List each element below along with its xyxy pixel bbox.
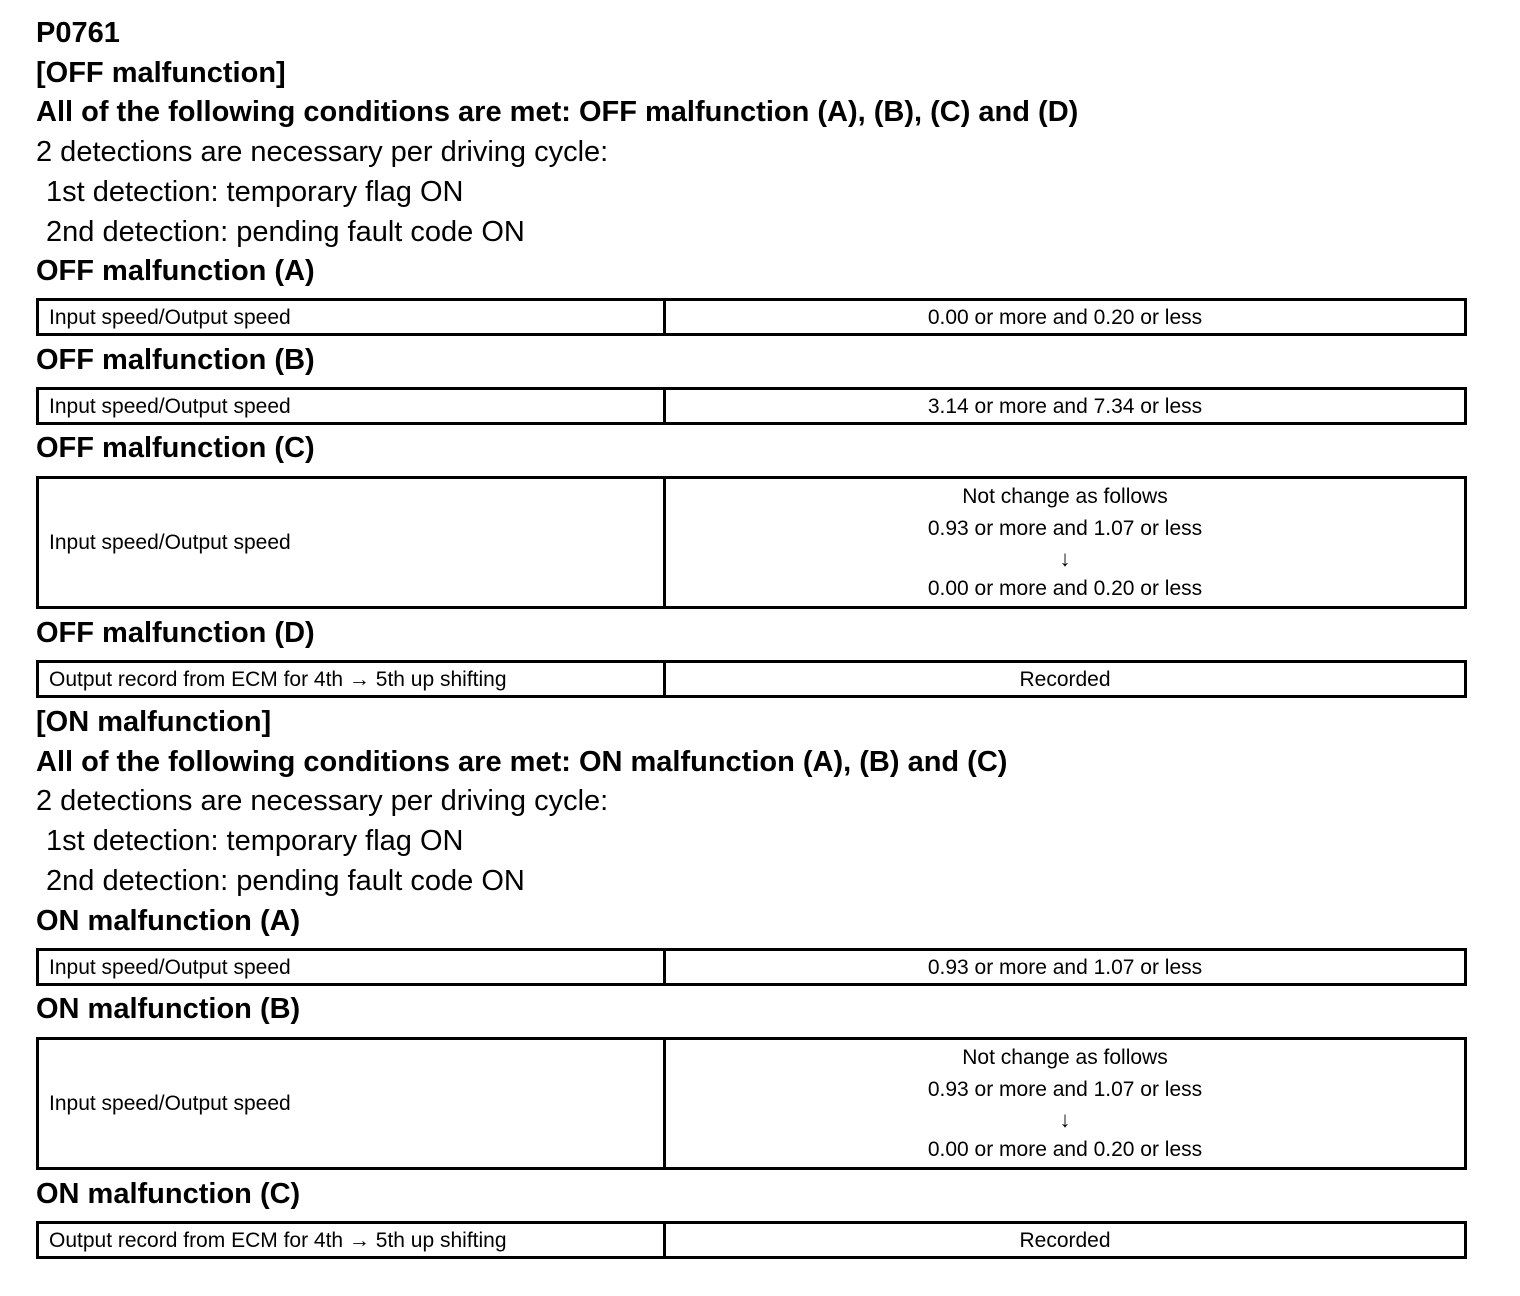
value-line: Not change as follows <box>962 1045 1168 1069</box>
off-c-table <box>36 476 1467 609</box>
off-b-table <box>36 387 1467 425</box>
on-first-detection: 1st detection: temporary flag ON <box>46 825 464 857</box>
param-cell: Input speed/Output speed <box>38 1039 665 1169</box>
value-cell: 3.14 or more and 7.34 or less <box>665 389 1466 424</box>
param-cell: Input speed/Output speed <box>38 478 665 608</box>
off-d-table <box>36 660 1467 698</box>
on-a-table <box>36 948 1467 986</box>
off-a-title: OFF malfunction (A) <box>36 255 315 287</box>
dtc-code: P0761 <box>36 17 120 49</box>
off-second-detection: 2nd detection: pending fault code ON <box>46 216 525 248</box>
on-detections-intro: 2 detections are necessary per driving cycle: <box>36 785 609 817</box>
on-b-title: ON malfunction (B) <box>36 993 301 1025</box>
off-first-detection: 1st detection: temporary flag ON <box>46 176 464 208</box>
off-b-title: OFF malfunction (B) <box>36 344 315 376</box>
table-row <box>38 300 1466 335</box>
param-cell: Output record from ECM for 4th → 5th up shifting <box>38 1223 665 1258</box>
value-cell <box>665 478 1466 608</box>
on-summary: All of the following conditions are met: ON malfunction (A), (B) and (C) <box>36 746 1008 778</box>
down-arrow-icon: ↓ <box>1059 545 1071 571</box>
table-row <box>38 662 1466 697</box>
value-line: 0.93 or more and 1.07 or less <box>927 516 1203 540</box>
value-line: 0.00 or more and 0.20 or less <box>927 1137 1203 1161</box>
table-row <box>38 478 1466 608</box>
param-cell: Input speed/Output speed <box>38 389 665 424</box>
value-cell: Recorded <box>665 1223 1466 1258</box>
value-cell: 0.00 or more and 0.20 or less <box>665 300 1466 335</box>
value-line: 0.93 or more and 1.07 or less <box>927 1077 1203 1101</box>
param-cell: Input speed/Output speed <box>38 300 665 335</box>
table-row <box>38 1039 1466 1169</box>
table-row <box>38 389 1466 424</box>
on-heading: [ON malfunction] <box>36 706 272 738</box>
on-a-title: ON malfunction (A) <box>36 905 301 937</box>
off-c-title: OFF malfunction (C) <box>36 432 315 464</box>
value-line: Not change as follows <box>962 484 1168 508</box>
off-a-table <box>36 298 1467 336</box>
table-row <box>38 950 1466 985</box>
on-b-table <box>36 1037 1467 1170</box>
value-line: 0.00 or more and 0.20 or less <box>927 576 1203 600</box>
on-c-title: ON malfunction (C) <box>36 1178 301 1210</box>
table-row <box>38 1223 1466 1258</box>
param-cell: Input speed/Output speed <box>38 950 665 985</box>
off-d-title: OFF malfunction (D) <box>36 617 315 649</box>
down-arrow-icon: ↓ <box>1059 1106 1071 1132</box>
on-second-detection: 2nd detection: pending fault code ON <box>46 865 525 897</box>
off-heading: [OFF malfunction] <box>36 57 286 89</box>
off-detections-intro: 2 detections are necessary per driving cycle: <box>36 136 609 168</box>
off-summary: All of the following conditions are met: OFF malfunction (A), (B), (C) and (D) <box>36 96 1079 128</box>
value-cell: Recorded <box>665 662 1466 697</box>
value-cell <box>665 1039 1466 1169</box>
param-cell: Output record from ECM for 4th → 5th up shifting <box>38 662 665 697</box>
on-c-table <box>36 1221 1467 1259</box>
value-cell: 0.93 or more and 1.07 or less <box>665 950 1466 985</box>
